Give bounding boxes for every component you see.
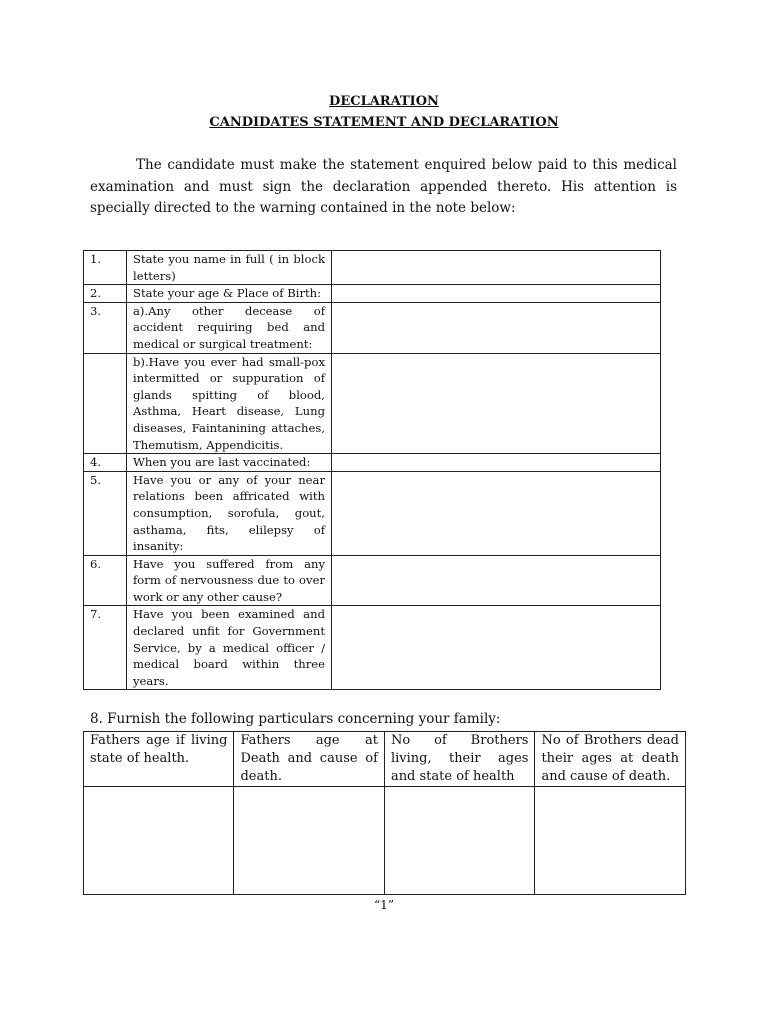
family-answer-cell[interactable]	[535, 787, 686, 895]
question-number: 7.	[84, 606, 127, 690]
question-row	[84, 353, 661, 454]
answer-cell[interactable]	[332, 471, 661, 555]
answer-cell[interactable]	[332, 606, 661, 690]
question-row	[84, 555, 661, 606]
question-number: 2.	[84, 285, 127, 303]
answer-cell[interactable]	[332, 251, 661, 285]
family-column-header: Fathers age at Death and cause of death.	[234, 732, 384, 787]
answer-cell[interactable]	[332, 353, 661, 454]
question-text: a).Any other decease of accident requiring bed and medical or surgical treatment:	[127, 302, 332, 353]
statement-subtitle: CANDIDATES STATEMENT AND DECLARATION	[209, 115, 559, 130]
declaration-title: DECLARATION	[329, 94, 439, 109]
answer-cell[interactable]	[332, 302, 661, 353]
family-answer-cell[interactable]	[84, 787, 234, 895]
intro-paragraph	[90, 155, 677, 220]
family-table	[83, 731, 686, 895]
question-row	[84, 302, 661, 353]
intro-text: The candidate must make the statement enquired below paid to this medical examination and must sign the declaration appended thereto. His attention is specially directed to the warning contained in the note below:	[90, 157, 677, 216]
page-number: “1”	[374, 898, 394, 912]
question-number: 5.	[84, 471, 127, 555]
question-row	[84, 606, 661, 690]
question-number: 6.	[84, 555, 127, 606]
answer-cell[interactable]	[332, 454, 661, 472]
family-column-header: No of Brothers dead their ages at death and cause of death.	[535, 732, 686, 787]
question-row	[84, 454, 661, 472]
family-column-header: Fathers age if living state of health.	[84, 732, 234, 787]
answer-cell[interactable]	[332, 285, 661, 303]
family-column-header: No of Brothers living, their ages and state of health	[384, 732, 535, 787]
question-row	[84, 251, 661, 285]
family-heading: 8. Furnish the following particulars concerning your family:	[90, 711, 501, 727]
question-number: 4.	[84, 454, 127, 472]
question-number	[84, 353, 127, 454]
family-header-row	[84, 732, 686, 787]
question-text: When you are last vaccinated:	[127, 454, 332, 472]
question-text: State your age & Place of Birth:	[127, 285, 332, 303]
family-answer-cell[interactable]	[234, 787, 384, 895]
question-text: State you name in full ( in block letters)	[127, 251, 332, 285]
question-text: Have you been examined and declared unfit for Government Service, by a medical officer / medical board within three years.	[127, 606, 332, 690]
question-text: b).Have you ever had small-pox intermitted or suppuration of glands spitting of blood, Asthma, Heart disease, Lung diseases, Faintanining attaches, Themutism, Appendicitis.	[127, 353, 332, 454]
question-text: Have you suffered from any form of nervousness due to over work or any other cause?	[127, 555, 332, 606]
question-row	[84, 471, 661, 555]
question-number: 1.	[84, 251, 127, 285]
question-text: Have you or any of your near relations been affricated with consumption, sorofula, gout, asthama, fits, elilepsy of insanity:	[127, 471, 332, 555]
family-answer-row	[84, 787, 686, 895]
question-row	[84, 285, 661, 303]
questions-table	[83, 250, 661, 690]
family-answer-cell[interactable]	[384, 787, 535, 895]
answer-cell[interactable]	[332, 555, 661, 606]
question-number: 3.	[84, 302, 127, 353]
